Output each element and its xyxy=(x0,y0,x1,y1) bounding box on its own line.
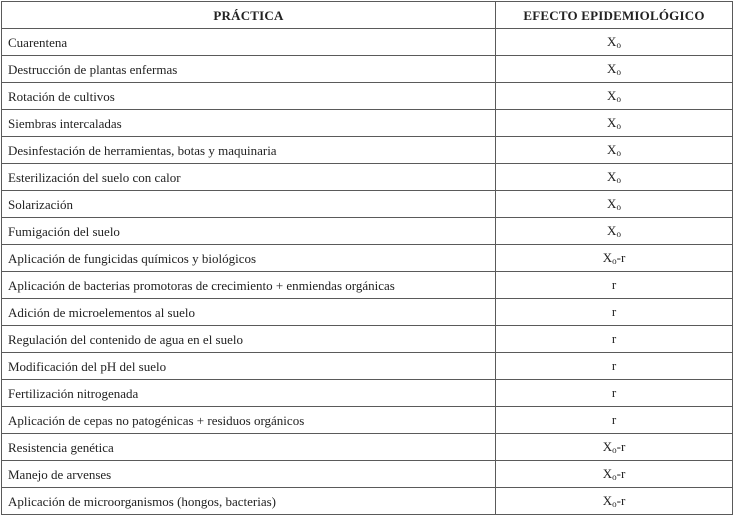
table-row xyxy=(2,137,733,164)
effect-cell xyxy=(496,461,733,488)
effect-cell xyxy=(496,56,733,83)
effect-cell xyxy=(496,29,733,56)
effect-subscript: o xyxy=(612,498,617,509)
practice-cell: Esterilización del suelo con calor xyxy=(2,164,496,191)
effect-suffix: -r xyxy=(616,438,626,454)
effect-symbol: r xyxy=(611,330,617,346)
effect-cell xyxy=(496,245,733,272)
effect-suffix: -r xyxy=(616,465,626,481)
practice-cell: Fumigación del suelo xyxy=(2,218,496,245)
effect-symbol: X xyxy=(607,222,617,238)
practice-cell: Aplicación de cepas no patogénicas + residuos orgánicos xyxy=(2,407,496,434)
practice-cell: Adición de microelementos al suelo xyxy=(2,299,496,326)
effect-cell xyxy=(496,137,733,164)
header-practice: PRÁCTICA xyxy=(2,2,496,29)
table-row xyxy=(2,272,733,299)
table-row xyxy=(2,353,733,380)
effect-subscript: o xyxy=(616,93,621,104)
effect-symbol: X xyxy=(607,87,617,103)
table-body xyxy=(2,29,733,515)
effect-cell xyxy=(496,110,733,137)
table-row xyxy=(2,461,733,488)
table-row xyxy=(2,29,733,56)
practices-table xyxy=(1,1,733,515)
effect-symbol: X xyxy=(607,114,617,130)
effect-subscript: o xyxy=(612,471,617,482)
effect-cell xyxy=(496,299,733,326)
practice-cell: Aplicación de bacterias promotoras de crecimiento + enmiendas orgánicas xyxy=(2,272,496,299)
practice-cell: Modificación del pH del suelo xyxy=(2,353,496,380)
practice-cell: Fertilización nitrogenada xyxy=(2,380,496,407)
effect-subscript: o xyxy=(612,255,617,266)
effect-symbol: X xyxy=(607,141,617,157)
effect-suffix: -r xyxy=(616,249,626,265)
practice-cell: Aplicación de fungicidas químicos y biológicos xyxy=(2,245,496,272)
effect-symbol: X xyxy=(602,249,613,265)
effect-symbol: r xyxy=(611,357,617,373)
effect-symbol: r xyxy=(611,303,617,319)
practice-cell: Aplicación de microorganismos (hongos, bacterias) xyxy=(2,488,496,515)
effect-suffix: -r xyxy=(616,492,626,508)
effect-cell xyxy=(496,353,733,380)
table-row xyxy=(2,299,733,326)
effect-cell xyxy=(496,164,733,191)
effect-cell xyxy=(496,191,733,218)
effect-subscript: o xyxy=(616,120,621,131)
effect-symbol: X xyxy=(607,33,617,49)
header-effect: EFECTO EPIDEMIOLÓGICO xyxy=(496,2,733,29)
table-row xyxy=(2,488,733,515)
effect-symbol: r xyxy=(611,276,617,292)
effect-symbol: X xyxy=(607,168,617,184)
table-row xyxy=(2,218,733,245)
table-row xyxy=(2,326,733,353)
effect-subscript: o xyxy=(612,444,617,455)
practice-cell: Desinfestación de herramientas, botas y maquinaria xyxy=(2,137,496,164)
effect-symbol: r xyxy=(611,384,617,400)
practice-cell: Siembras intercaladas xyxy=(2,110,496,137)
effect-cell xyxy=(496,407,733,434)
effect-symbol: r xyxy=(611,411,617,427)
table-row xyxy=(2,407,733,434)
practice-cell: Regulación del contenido de agua en el suelo xyxy=(2,326,496,353)
effect-cell xyxy=(496,218,733,245)
effect-cell xyxy=(496,380,733,407)
table-row xyxy=(2,380,733,407)
effect-cell xyxy=(496,83,733,110)
practice-cell: Destrucción de plantas enfermas xyxy=(2,56,496,83)
effect-subscript: o xyxy=(616,147,621,158)
practice-cell: Manejo de arvenses xyxy=(2,461,496,488)
table-row xyxy=(2,245,733,272)
effect-subscript: o xyxy=(616,228,621,239)
practice-cell: Cuarentena xyxy=(2,29,496,56)
effect-subscript: o xyxy=(616,201,621,212)
effect-symbol: X xyxy=(602,492,613,508)
effect-symbol: X xyxy=(607,195,617,211)
table-row xyxy=(2,191,733,218)
header-row xyxy=(2,2,733,29)
effect-subscript: o xyxy=(616,174,621,185)
effect-symbol: X xyxy=(607,60,617,76)
practice-cell: Resistencia genética xyxy=(2,434,496,461)
table-row xyxy=(2,164,733,191)
effect-cell xyxy=(496,434,733,461)
table-row xyxy=(2,56,733,83)
effect-symbol: X xyxy=(602,465,613,481)
table-row xyxy=(2,434,733,461)
effect-cell xyxy=(496,272,733,299)
table-row xyxy=(2,110,733,137)
practice-cell: Rotación de cultivos xyxy=(2,83,496,110)
effect-subscript: o xyxy=(616,39,621,50)
practice-cell: Solarización xyxy=(2,191,496,218)
effect-cell xyxy=(496,326,733,353)
table-row xyxy=(2,83,733,110)
effect-subscript: o xyxy=(616,66,621,77)
effect-symbol: X xyxy=(602,438,613,454)
effect-cell xyxy=(496,488,733,515)
